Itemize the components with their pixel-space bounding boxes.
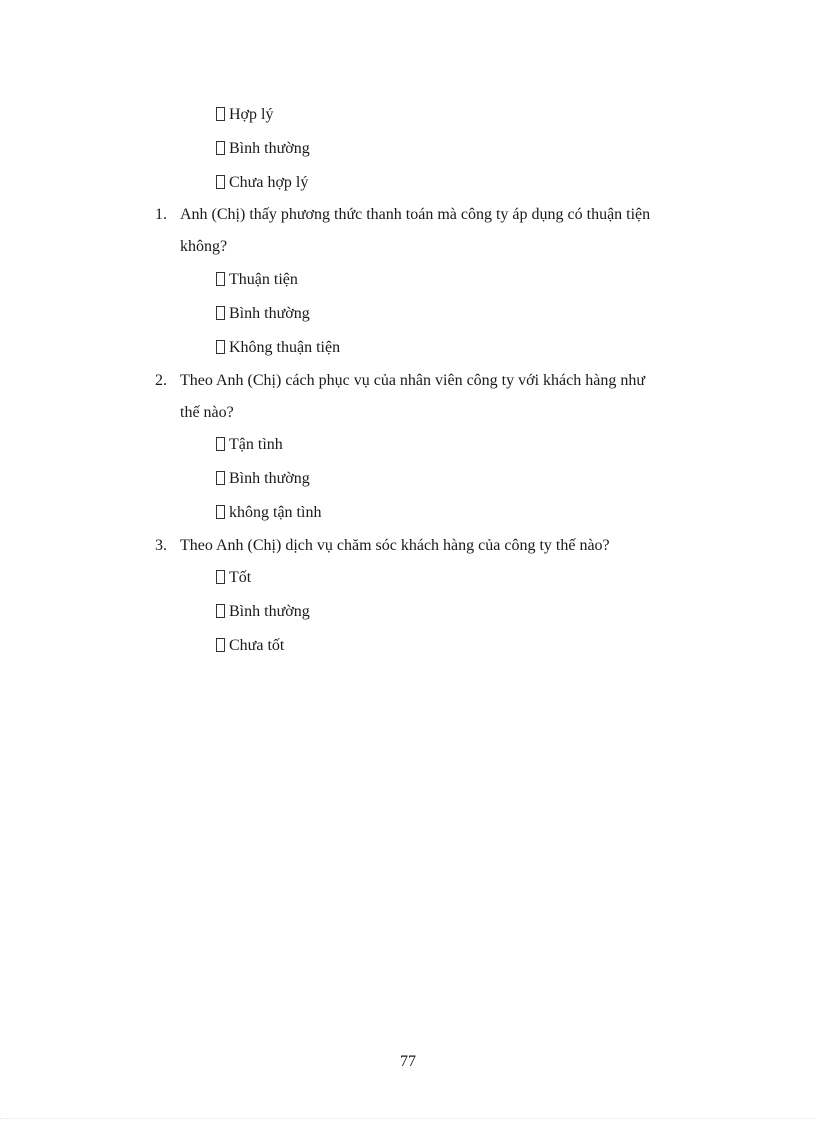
option-label: Tốt: [229, 569, 252, 586]
option-label: Không thuận tiện: [229, 339, 341, 356]
question-2-option-3: [216, 503, 321, 523]
page-number: 77: [400, 1053, 416, 1070]
option-label: Bình thường: [229, 470, 310, 487]
leading-option-1: [216, 105, 273, 125]
checkbox-icon: [216, 471, 225, 485]
question-1-option-1: [216, 270, 298, 290]
option-label: Tận tình: [229, 436, 283, 453]
checkbox-icon: [216, 638, 225, 652]
option-label: Hợp lý: [229, 106, 274, 123]
question-2-text-cont: thế nào?: [180, 404, 234, 421]
question-3-option-1: [216, 568, 251, 588]
page-bottom-divider: [0, 1118, 816, 1119]
question-3-option-3: [216, 636, 284, 656]
option-label: Chưa hợp lý: [229, 174, 309, 191]
question-1-text: Anh (Chị) thấy phương thức thanh toán mà công ty áp dụng có thuận tiện: [180, 206, 651, 223]
question-1-text-cont: không?: [180, 238, 228, 255]
option-label: Thuận tiện: [229, 271, 298, 288]
checkbox-icon: [216, 107, 225, 121]
checkbox-icon: [216, 604, 225, 618]
checkbox-icon: [216, 141, 225, 155]
leading-option-2: [216, 139, 310, 159]
checkbox-icon: [216, 272, 225, 286]
question-1-option-2: [216, 304, 310, 324]
option-label: Chưa tốt: [229, 637, 285, 654]
checkbox-icon: [216, 437, 225, 451]
option-label: Bình thường: [229, 140, 310, 157]
checkbox-icon: [216, 570, 225, 584]
question-2-number: 2.: [155, 372, 167, 389]
option-label: Bình thường: [229, 603, 310, 620]
option-label: không tận tình: [229, 504, 322, 521]
question-3-number: 3.: [155, 537, 167, 554]
question-3-text: Theo Anh (Chị) dịch vụ chăm sóc khách hàng của công ty thế nào?: [180, 537, 610, 554]
checkbox-icon: [216, 306, 225, 320]
checkbox-icon: [216, 505, 225, 519]
question-3-option-2: [216, 602, 310, 622]
leading-option-3: [216, 173, 308, 193]
question-2-text: Theo Anh (Chị) cách phục vụ của nhân viên công ty với khách hàng như: [180, 372, 646, 389]
checkbox-icon: [216, 340, 225, 354]
question-2-option-1: [216, 435, 283, 455]
question-1-number: 1.: [155, 206, 167, 223]
question-2-option-2: [216, 469, 310, 489]
checkbox-icon: [216, 175, 225, 189]
option-label: Bình thường: [229, 305, 310, 322]
question-1-option-3: [216, 338, 340, 358]
